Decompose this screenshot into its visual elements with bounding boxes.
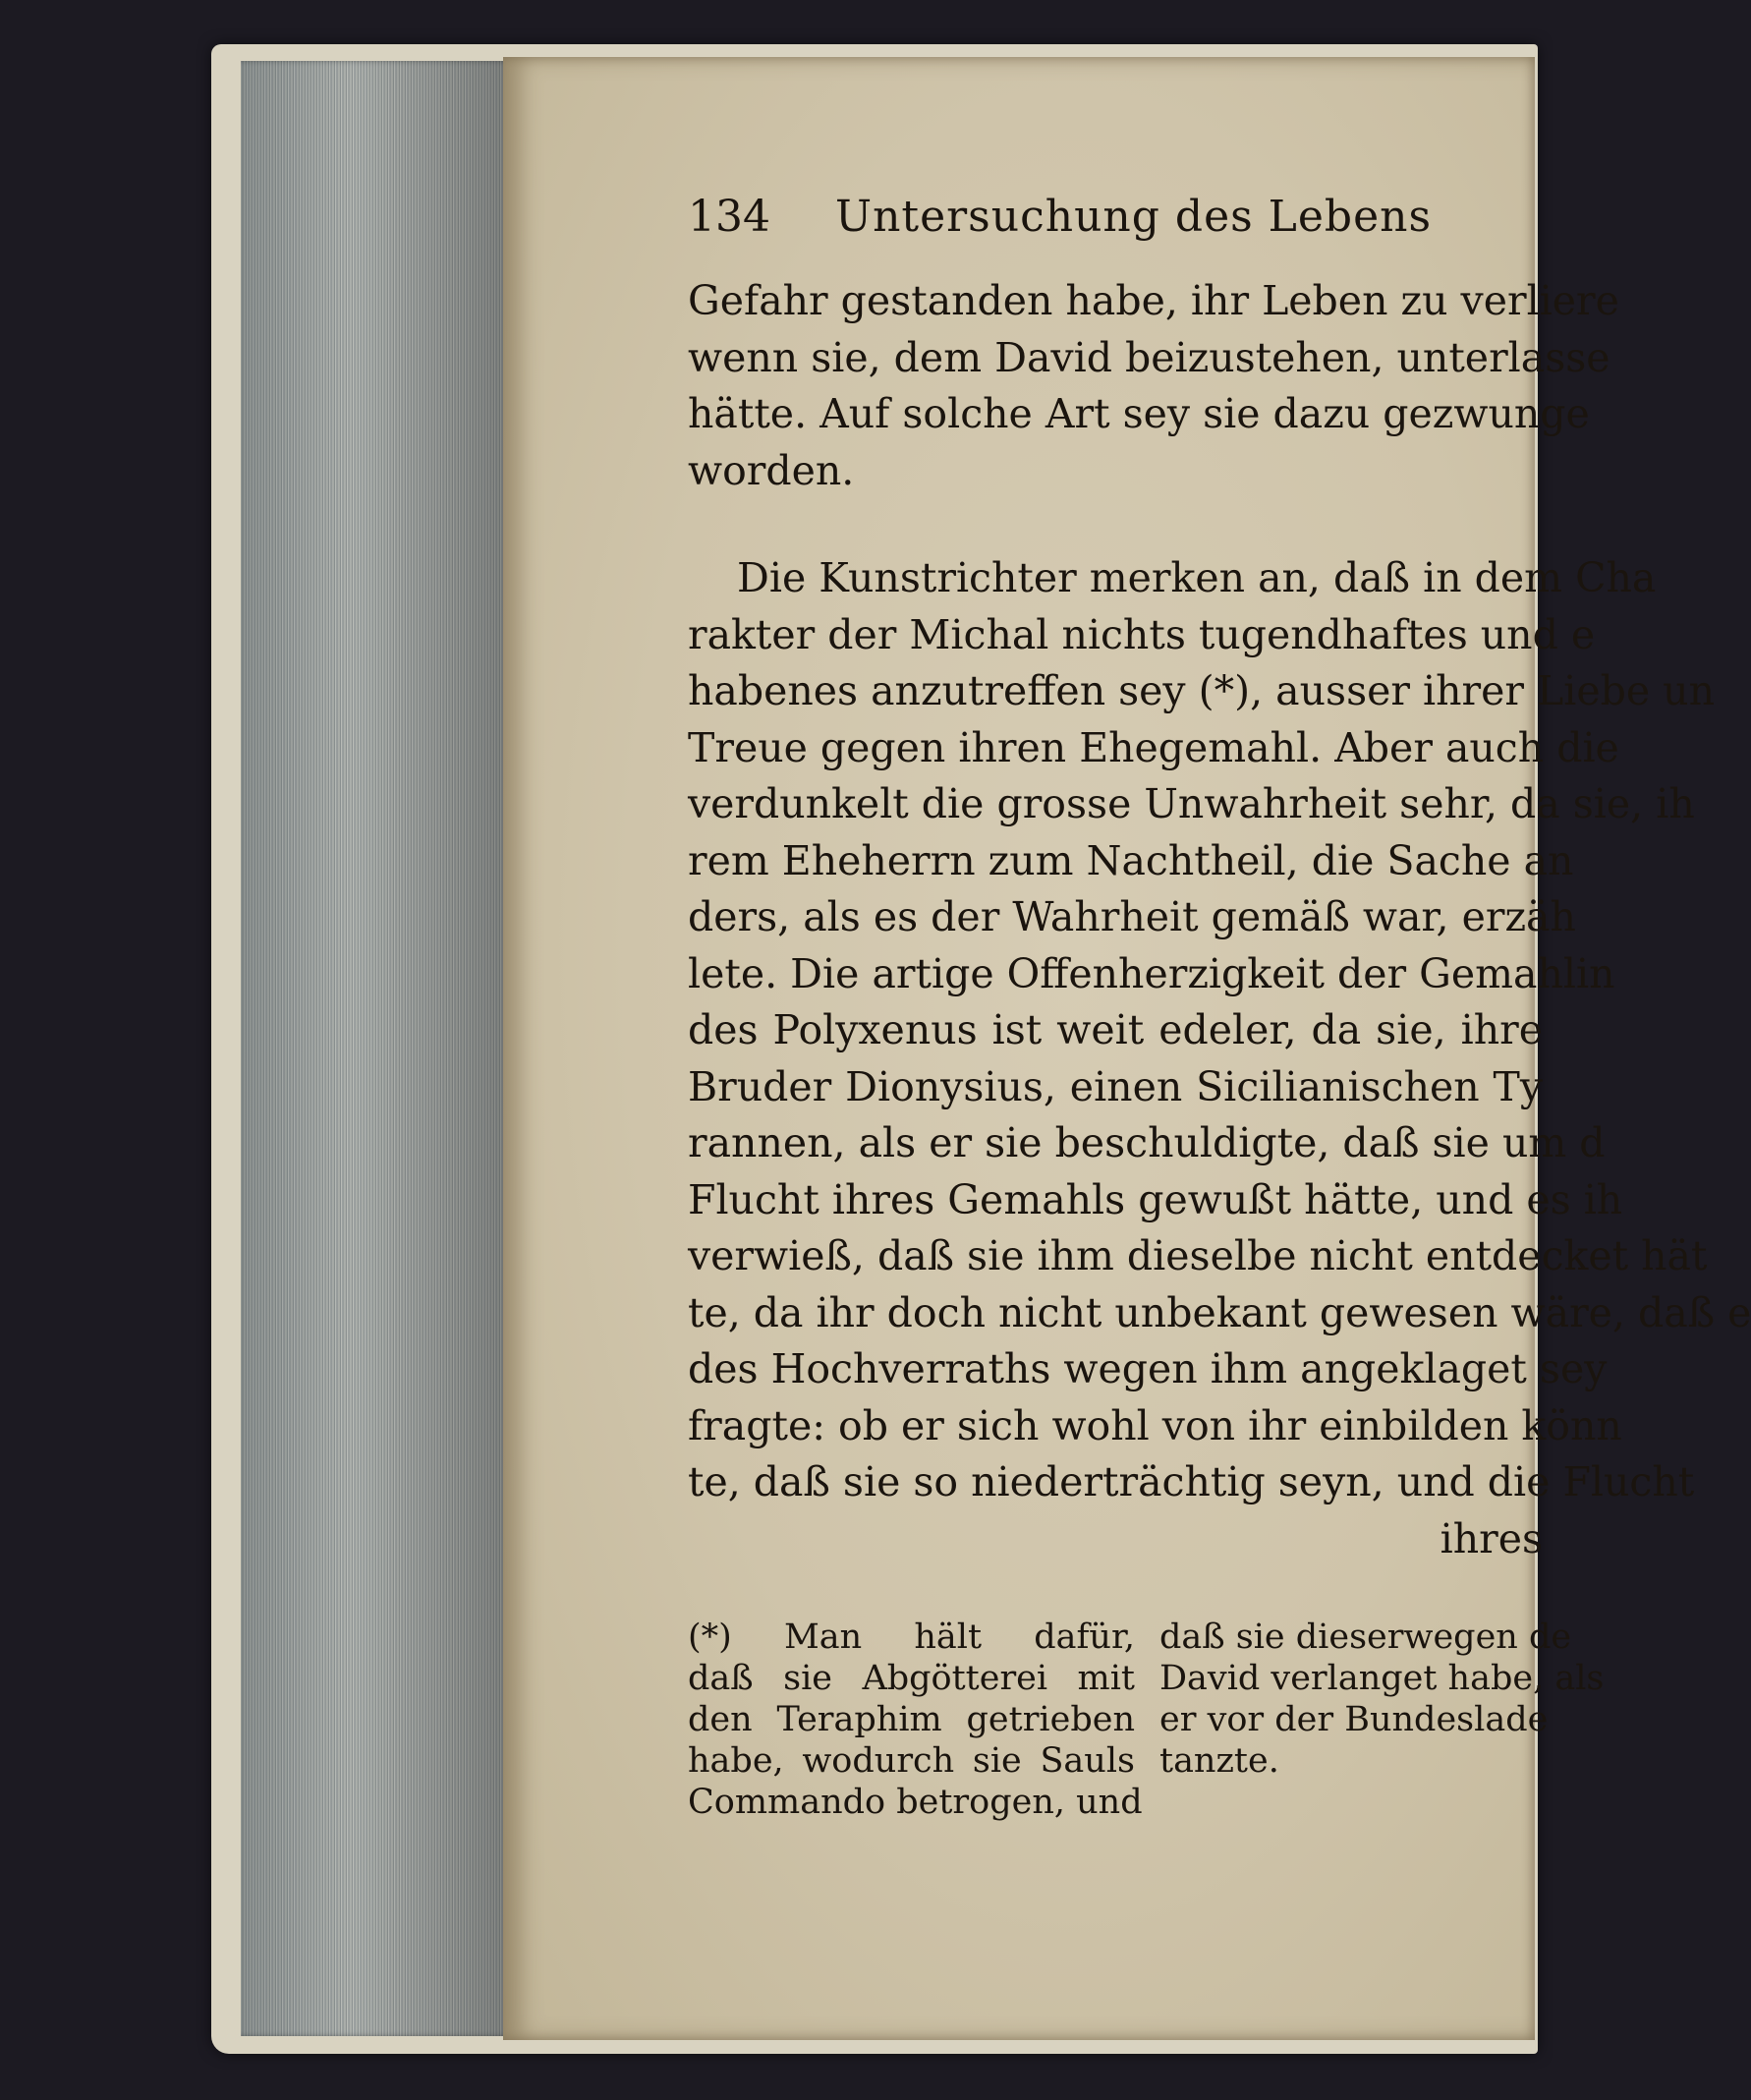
text-line: verwieß, daß sie ihm dieselbe nicht entdecket hät [688,1232,1708,1279]
text-line: Gefahr gestanden habe, ihr Leben zu verliere [688,277,1619,324]
footnote-line: habe, wodurch sie Sauls [688,1741,1135,1781]
text-line: Flucht ihres Gemahls gewußt hätte, und es ih [688,1175,1623,1223]
text-line: verdunkelt die grosse Unwahrheit sehr, da sie, ih [688,780,1695,827]
catchword: ihres [1440,1514,1543,1562]
text-line: fragte: ob er sich wohl von ihr einbilden könn [688,1401,1622,1449]
footnote-line: (*) Man hält dafür, [688,1618,1135,1657]
footnote-line: tanzte. [1159,1741,1279,1781]
footnote-line: daß sie Abgötterei mit [688,1659,1135,1698]
footnote-line: daß sie dieserwegen de [1159,1618,1572,1657]
text-line: rem Eheherrn zum Nachtheil, die Sache an [688,836,1574,884]
text-line: wenn sie, dem David beizustehen, unterlasse [688,333,1610,381]
text-line: rannen, als er sie beschuldigte, daß sie um d [688,1119,1606,1166]
footnote-line: den Teraphim getrieben [688,1700,1135,1739]
body-text [688,273,1751,1567]
footnote-line: Commando betrogen, und [688,1783,1143,1822]
text-line: te, daß sie so niederträchtig seyn, und die Flucht [688,1458,1695,1505]
page-edges-shadow [241,61,518,2036]
text-line: des Hochverraths wegen ihm angeklaget sey [688,1345,1608,1392]
text-line: Die Kunstrichter merken an, daß in dem Cha [737,554,1657,601]
page-number: 134 [688,192,770,242]
text-line: te, da ihr doch nicht unbekant gewesen wäre, daß e [688,1288,1751,1336]
running-head: Untersuchung des Lebens [835,192,1433,242]
footnote-line: er vor der Bundeslade [1159,1700,1549,1739]
text-line: lete. Die artige Offenherzigkeit der Gemahlin [688,949,1615,997]
text-line: Treue gegen ihren Ehegemahl. Aber auch die [688,723,1619,771]
text-line: worden. [688,446,855,494]
text-line: ders, als es der Wahrheit gemäß war, erzäh [688,893,1576,940]
footnote-right-column [1159,1617,1605,1782]
footnote-line: David verlanget habe, als [1159,1659,1605,1698]
text-line: habenes anzutreffen sey (*), ausser ihrer Liebe un [688,667,1715,714]
text-line: rakter der Michal nichts tugendhaftes und e [688,610,1596,658]
page-header [688,192,1543,251]
footnote-left-column [688,1617,1143,1823]
text-line: Bruder Dionysius, einen Sicilianischen Ty [688,1062,1543,1110]
text-line: hätte. Auf solche Art sey sie dazu gezwunge [688,390,1590,437]
page-content [688,0,1751,2100]
text-line: des Polyxenus ist weit edeler, da sie, ihre [688,1006,1543,1053]
